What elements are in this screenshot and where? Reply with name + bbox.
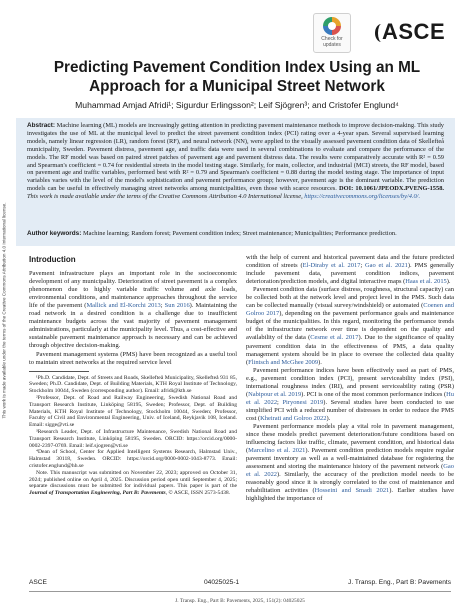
citation-link[interactable]: Gao et al. 2022 (246, 463, 454, 479)
body-text: ; (160, 302, 165, 310)
right-column (246, 254, 454, 503)
body-paragraph (246, 286, 454, 366)
body-text: ). PCI is one of the most common performance indices ( (301, 390, 447, 398)
badge-line-1: Check for (321, 36, 343, 42)
body-text: ). (326, 414, 331, 422)
paper-title: Predicting Pavement Condition Index Using an ML Approach for a Municipal Street Network (53, 59, 421, 95)
left-column (29, 254, 237, 497)
citation-line: J. Transp. Eng., Part B: Pavements, 2025, 151(2): 04025025 (175, 598, 305, 604)
citation-link[interactable]: Kheirati and Golroo 2022 (260, 414, 327, 422)
crossmark-icon (323, 17, 341, 35)
license-statement: This work is made available under the terms of the Creative Commons Attribution 4.0 International license, (27, 193, 303, 201)
doi[interactable]: DOI: 10.1061/JPEODX.PVENG-1558. (339, 185, 444, 193)
license-side-note-text: This work is made available under the terms of the Creative Commons Attribution 4.0 International license. (1, 201, 7, 419)
keywords-text: Machine learning; Random forest; Pavement condition index; Street maintenance; Municipalities; Performance prediction. (82, 230, 397, 237)
right-column-paragraphs (246, 254, 454, 503)
header-bar (0, 0, 474, 58)
citation-link[interactable]: Haas et al. 2015 (405, 278, 447, 286)
author-footnote: ⁴Dean of School, Center for Applied Intelligent Systems Research, Halmstad Univ., Halmstad 30118, Sweden. ORCID: https://orcid.org/0000-0002-1043-8773. Email: cristofer.englund@hh.se (29, 449, 237, 469)
author-footnote: ³Research Leader, Dept. of Infrastructure Maintenance, Swedish National Road and Transport Research Institute, Linköping 58195, Sweden. ORCID: https://orcid.org/0000-0002-2397-0769. Email: leif.sjogren@vti.se (29, 428, 237, 449)
author-footnote: ²Professor, Dept. of Road and Railway Engineering, Swedish National Road and Transport Research Institute, Linköping 58195, Sweden; Professor, Dept. of Building Materials, KTH Royal Institute of Technology, Stockholm 10044, Sweden; Professor, Faculty of Civil and Environmental Engineering, Univ. of Iceland, Reykjavik 108, Iceland. Email: sigge@vti.se (29, 395, 237, 429)
license-side-note (0, 60, 10, 560)
citation-link[interactable]: Cesme et al. 2017 (310, 334, 359, 342)
manuscript-history-note (29, 470, 237, 497)
publisher-logo (382, 20, 454, 44)
badge-line-2: updates (323, 41, 341, 48)
body-paragraph (246, 367, 454, 423)
body-text: Pavement infrastructure plays an important role in the socioeconomic development of any municipality. Deterioration of street pavement is a complex phenomenon due to highly variable traffic volume and axle loads, environmental conditions, and maintenance approaches throughout the service life of the pavement ( (29, 270, 237, 310)
footnote-rule (29, 371, 89, 372)
body-text: ). (318, 358, 322, 366)
asce-arc-icon (375, 24, 388, 42)
citation-link[interactable]: Flintsch and McGhee 2009 (248, 358, 319, 366)
body-text: ). Earlier studies have highlighted the importance of (246, 487, 454, 503)
body-text: ). PMS generally include pavement data, pavement condition indices, pavement deterioration/prediction models, and digital interactive maps ( (246, 262, 454, 286)
footer-page-id: 04025025-1 (204, 579, 240, 586)
citation-link[interactable]: Hosseini and Smadi 2021 (314, 487, 390, 495)
body-text: ). Similarly, the accuracy of the prediction model needs to be reasonably good since it is strongly correlated to the cost of maintenance and rehabilitation activities ( (246, 471, 454, 495)
license-link[interactable]: https://creativecommons.org/licenses/by/4.0/. (304, 193, 421, 201)
check-for-updates-label (321, 37, 342, 48)
intro-paragraphs (29, 270, 237, 367)
citation-link[interactable]: Mallick and El-Korchi 2013 (86, 302, 161, 310)
history-note-text: Note. This manuscript was submitted on November 22, 2023; approved on October 31, 2024; published online on April 4, 2025. Discussion period open until September 4, 2025; separate discussions must be submitted for individual papers. This paper is part of the (29, 469, 237, 490)
body-text: ). Due to the significance of quality pavement condition data in the effectiveness of PMS, a data quality management system should be in place to oversee the collected data quality ( (246, 334, 454, 366)
author-footnote: ¹Ph.D. Candidate, Dept. of Streets and Roads, Skellefteå Municipality, Skellefteå 931 85, Sweden; Ph.D. Candidate, Dept. of Building Materials, KTH Royal Institute of Technology, Stockholm 10044, Sweden (corresponding author). Email: afridi@kth.se (29, 374, 237, 395)
body-text: ). (446, 278, 451, 286)
body-text: Pavement management systems (PMS) have been recognized as a useful tool to maintain street networks at the required service level (29, 350, 237, 366)
abstract-text: Machine learning (ML) models are increasingly getting attention in predicting pavement maintenance methods to improve decision-making. This study investigates the use of ML at the municipal level to predict the street pavement condition index (PCI) rating over a 4-year span. Several supervised learning models, namely linear regression (LR), random forest (RF), and neural network (NN), were applied to the visually assessed pavement condition data of Skellefteå municipality, Sweden. Pavement distress, pavement age, and traffic data were used in several combinations to evaluate and compare the performance of the models. The RF model was based on paired street patches of pavement age and pavement distress data. The results were comparatively accurate with R² = 0.59 and Spearman's coefficient = 0.74 for residential streets in the model testing stage. Similarly, for main, collector, and industrial (MCI) streets, the RF model, based on pavement age and traffic variables, performed best with R² = 0.79 and Spearman's coefficient = 0.88 during the model testing stage. The importance of input variables varies with the level of the model's sophistication and pavement performance group; however, pavement age is the dominant variable. The prediction models can be useful in effectively managing street networks among municipalities, even those with scarce resources. (27, 122, 444, 193)
body-text: Pavement performance models play a vital role in pavement management, since these models predict pavement deterioration/future conditions based on influencing factors like traffic, climate, pavement condition, and historical data ( (246, 422, 454, 455)
body-paragraph (246, 423, 454, 503)
citation-link[interactable]: Nabipour et al. 2019 (248, 390, 302, 398)
footnotes (29, 375, 237, 470)
citation-link[interactable]: Coenen and Golroo 2017 (246, 302, 454, 318)
body-text: ), depending on the pavement performance goals and maintenance budget of the municipalities. In this regard, monitoring the performance trends of the infrastructure network over time is dependent on the quality and availability of the data ( (246, 310, 454, 342)
section-heading-introduction: Introduction (29, 255, 76, 264)
body-paragraph (246, 254, 454, 286)
body-text: Pavement condition data (surface distress, roughness, structural capacity) can be collected both at the network level and project level in the PMS. Such data can be collected manually (visual survey/windshield) or automated ( (246, 286, 454, 310)
history-journal-name: Journal of Transportation Engineering, Part B: Pavements (29, 490, 166, 497)
body-text: ; (277, 398, 283, 406)
body-text: ). Maintaining the road network in a desired condition is a challenge due to insufficient maintenance budgets across the vast majority of pavement management administrations, particularly at the municipality level. Thus, a cost-effective and sustainable pavement maintenance approach is necessary and can be achieved through objective decision-making. (29, 302, 237, 350)
abstract-label: Abstract: (27, 122, 56, 129)
page-footer (29, 578, 451, 588)
body-text: ). Pavement condition prediction models require regular pavement inventory as well as a well-maintained database for registering the assessment and storing the maintenance history of the pavement network ( (246, 447, 454, 471)
abstract-box (16, 118, 455, 246)
citation-link[interactable]: Hu et al. 2022 (246, 390, 454, 406)
body-paragraph (29, 270, 237, 350)
footer-journal: J. Transp. Eng., Part B: Pavements (348, 579, 451, 586)
publisher-logo-text: ASCE (382, 19, 446, 44)
author-keywords (27, 230, 447, 238)
history-note-tail: , © ASCE, ISSN 2573-5438. (165, 490, 231, 497)
author-list: Muhammad Amjad Afridi¹; Sigurdur Erlingsson²; Leif Sjögren³; and Cristofer Englund⁴ (75, 100, 399, 110)
body-text: with the help of current and historical pavement data and the future predicted condition of streets ( (246, 254, 454, 270)
citation-link[interactable]: El-Diraby et al. 2017 (302, 262, 361, 270)
citation-link[interactable]: Marcelino et al. 2021 (248, 447, 306, 455)
body-text: ). Several studies have been conducted to use simplified PCI with a reduced number of distresses in order to reduce the PMS cost ( (246, 398, 454, 422)
citation-link[interactable]: Gao et al. 2021 (365, 262, 408, 270)
citation-link[interactable]: Sun 2016 (164, 302, 190, 310)
footer-divider (29, 591, 451, 592)
check-for-updates-badge[interactable] (313, 13, 351, 53)
body-text: Pavement performance indices have been effectively used as part of PMS, e.g., pavement condition index (PCI), present serviceability index (PSI), international roughness index (IRI), and present serviceability rating (PSR) ( (246, 366, 454, 398)
body-text: ; (360, 262, 365, 270)
keywords-label: Author keywords: (27, 230, 82, 237)
citation-link[interactable]: Piryonesi 2019 (282, 398, 324, 406)
body-paragraph (29, 351, 237, 367)
footer-publisher: ASCE (29, 579, 47, 586)
